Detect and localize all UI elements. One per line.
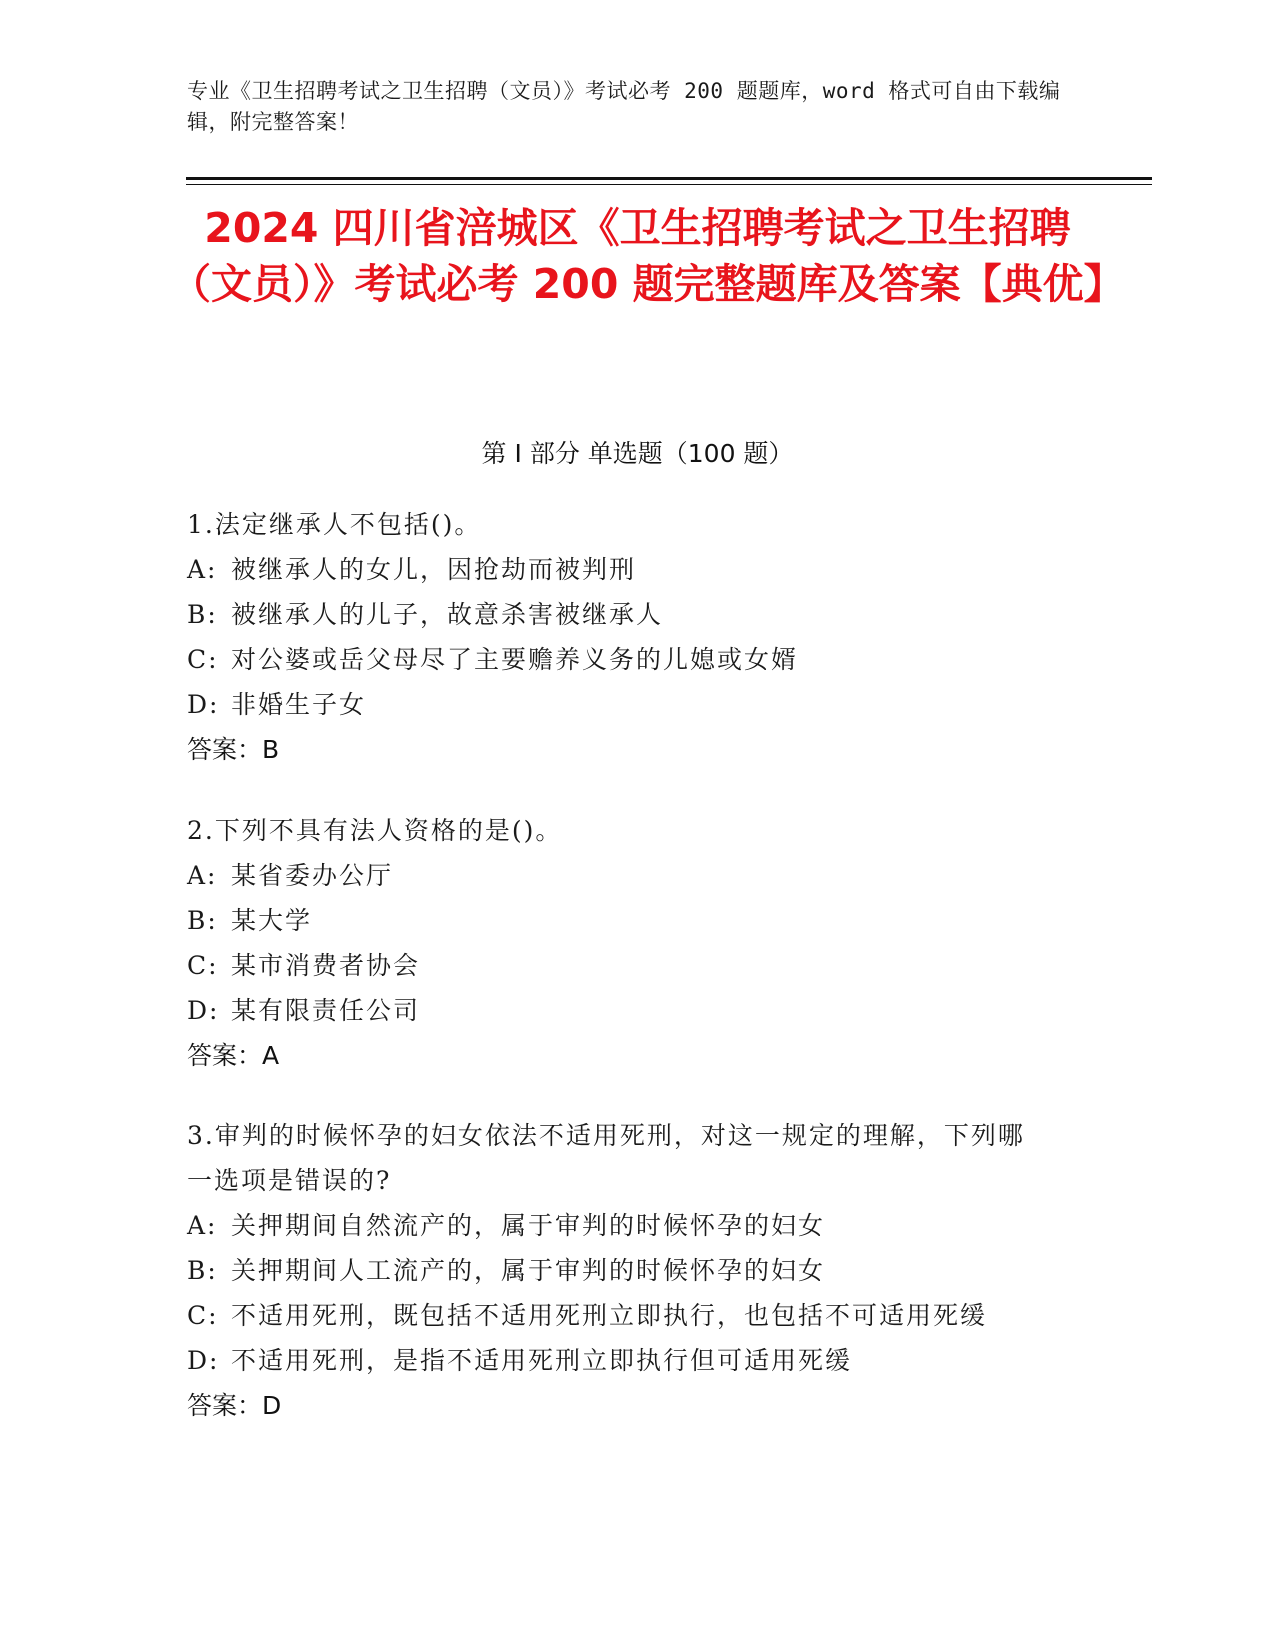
answer-line: 答案：D <box>187 1391 282 1420</box>
header-rule-thick <box>186 177 1152 180</box>
option-key: A: <box>187 555 218 584</box>
option-text: 被继承人的女儿，因抢劫而被判刑 <box>231 555 637 584</box>
option-a <box>187 547 1067 592</box>
option-text: 不适用死刑，是指不适用死刑立即执行但可适用死缓 <box>231 1346 853 1375</box>
option-text: 关押期间自然流产的，属于审判的时候怀孕的妇女 <box>231 1211 826 1240</box>
option-key: B: <box>187 600 218 629</box>
option-b <box>187 898 1067 943</box>
header-note: 专业《卫生招聘考试之卫生招聘（文员）》考试必考 200 题题库，word 格式可自由下载编辑，附完整答案！ <box>187 79 1061 134</box>
option-d <box>187 988 1067 1033</box>
option-key: C: <box>187 1301 219 1330</box>
option-c <box>187 943 1067 988</box>
option-key: A: <box>187 861 218 890</box>
option-key: C: <box>187 645 219 674</box>
option-text: 不适用死刑，既包括不适用死刑立即执行，也包括不可适用死缓 <box>231 1301 988 1330</box>
question-3 <box>187 1113 1067 1428</box>
option-a <box>187 853 1067 898</box>
option-text: 对公婆或岳父母尽了主要赡养义务的儿媳或女婿 <box>231 645 799 674</box>
option-key: A: <box>187 1211 218 1240</box>
option-key: B: <box>187 906 218 935</box>
question-stem: 2.下列不具有法人资格的是()。 <box>187 816 563 845</box>
option-d <box>187 1338 1067 1383</box>
question-2 <box>187 808 1067 1078</box>
option-b <box>187 1248 1067 1293</box>
option-key: D: <box>187 690 220 719</box>
section-title: 第 I 部分 单选题（100 题） <box>481 439 794 468</box>
question-stem: 1.法定继承人不包括()。 <box>187 510 482 539</box>
option-text: 某省委办公厅 <box>231 861 394 890</box>
option-text: 某大学 <box>231 906 313 935</box>
option-text: 关押期间人工流产的，属于审判的时候怀孕的妇女 <box>231 1256 826 1285</box>
option-text: 被继承人的儿子，故意杀害被继承人 <box>231 600 664 629</box>
option-text: 某有限责任公司 <box>231 996 421 1025</box>
option-key: D: <box>187 1346 220 1375</box>
option-d <box>187 682 1067 727</box>
option-a <box>187 1203 1067 1248</box>
document-title: 2024 四川省涪城区《卫生招聘考试之卫生招聘（文员）》考试必考 200 题完整题库及答案【典优】 <box>170 204 1125 308</box>
header-rule-thin <box>186 184 1152 185</box>
option-key: D: <box>187 996 220 1025</box>
question-stem: 3.审判的时候怀孕的妇女依法不适用死刑，对这一规定的理解，下列哪一选项是错误的? <box>187 1121 1025 1195</box>
option-c <box>187 637 1067 682</box>
option-b <box>187 592 1067 637</box>
option-text: 某市消费者协会 <box>231 951 421 980</box>
option-key: B: <box>187 1256 218 1285</box>
question-1 <box>187 502 1067 772</box>
option-key: C: <box>187 951 219 980</box>
option-text: 非婚生子女 <box>231 690 367 719</box>
option-c <box>187 1293 1067 1338</box>
answer-line: 答案：B <box>187 735 280 764</box>
answer-line: 答案：A <box>187 1041 280 1070</box>
